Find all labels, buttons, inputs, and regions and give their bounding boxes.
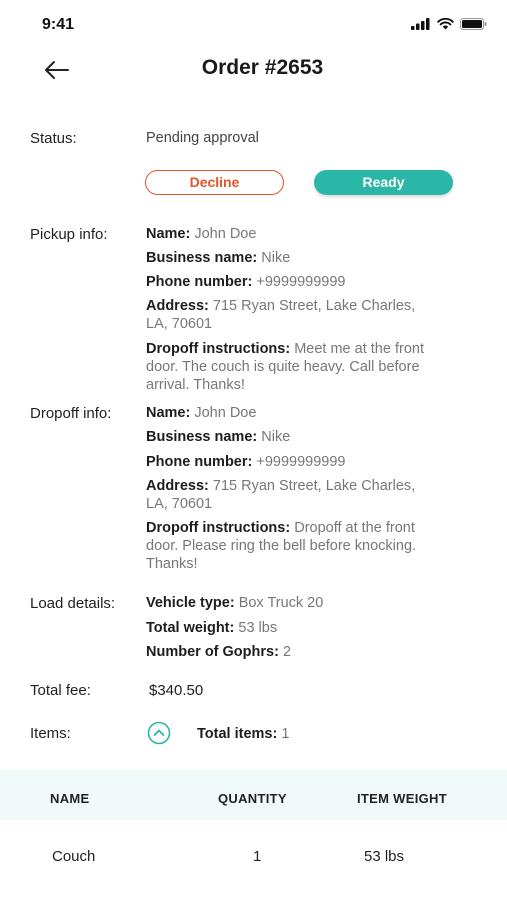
total-fee: [149, 682, 494, 700]
load-gophrs-key: Number of Gophrs:: [146, 644, 279, 660]
battery-icon: [460, 18, 487, 30]
pickup-address-2: [146, 315, 491, 333]
row-item-quantity: 1: [253, 848, 262, 865]
dropoff-business-value: Nike: [261, 429, 291, 445]
pickup-business-value: Nike: [261, 250, 291, 266]
dropoff-instructions: [146, 519, 491, 537]
chevron-up-circle-icon: [147, 721, 171, 745]
dropoff-instructions-2: [146, 537, 491, 555]
items-table-header: [0, 770, 507, 820]
dropoff-instructions-line3: Thanks!: [146, 556, 198, 572]
load-vehicle-key: Vehicle type:: [146, 595, 235, 611]
pickup-business-key: Business name:: [146, 250, 258, 266]
items-total-key: Total items:: [197, 726, 278, 742]
items-total-value: 1: [281, 726, 290, 742]
dropoff-info-label: Dropoff info:: [30, 405, 112, 422]
dropoff-address-key: Address:: [146, 478, 209, 494]
pickup-name-value: John Doe: [194, 226, 257, 242]
items-label: Items:: [30, 725, 71, 742]
column-header-quantity: QUANTITY: [218, 791, 287, 806]
pickup-name-key: Name:: [146, 226, 191, 242]
pickup-instructions-key: Dropoff instructions:: [146, 341, 291, 357]
pickup-address-line2: LA, 70601: [146, 316, 213, 332]
status-icons: [411, 18, 487, 30]
dropoff-instructions-3: [146, 555, 491, 573]
dropoff-address-line1: 715 Ryan Street, Lake Charles,: [212, 478, 416, 494]
pickup-instructions: [146, 340, 491, 358]
total-fee-label: Total fee:: [30, 682, 91, 699]
pickup-phone-key: Phone number:: [146, 274, 253, 290]
dropoff-name: [146, 404, 491, 422]
dropoff-business: [146, 428, 491, 446]
row-item-weight: 53 lbs: [364, 848, 405, 865]
row-item-name: Couch: [52, 848, 96, 865]
status-value: [146, 129, 491, 147]
status-bar: [0, 0, 507, 50]
pickup-phone-value: +9999999999: [256, 274, 346, 290]
dropoff-address: [146, 477, 491, 495]
load-weight: [146, 619, 491, 637]
pickup-info-label: Pickup info:: [30, 226, 108, 243]
dropoff-phone-value: +9999999999: [256, 454, 346, 470]
load-weight-value: 53 lbs: [238, 620, 278, 636]
pickup-instructions-line3: arrival. Thanks!: [146, 377, 245, 393]
load-gophrs-value: 2: [282, 644, 292, 660]
pickup-instructions-line2: door. The couch is quite heavy. Call before: [146, 359, 420, 375]
column-header-name: NAME: [50, 791, 90, 806]
pickup-address-line1: 715 Ryan Street, Lake Charles,: [212, 298, 416, 314]
pickup-address-key: Address:: [146, 298, 209, 314]
load-vehicle: [146, 594, 491, 612]
pickup-phone: [146, 273, 491, 291]
pickup-instructions-2: [146, 358, 491, 376]
load-details-label: Load details:: [30, 595, 116, 612]
pickup-instructions-3: [146, 376, 491, 394]
dropoff-phone: [146, 453, 491, 471]
items-collapse-toggle[interactable]: [147, 721, 171, 745]
items-total: [197, 725, 397, 743]
signal-icon: [411, 18, 431, 30]
nav-bar: [0, 50, 507, 90]
dropoff-instructions-key: Dropoff instructions:: [146, 520, 291, 536]
load-gophrs: [146, 643, 491, 661]
pickup-name: [146, 225, 491, 243]
dropoff-name-key: Name:: [146, 405, 191, 421]
dropoff-address-line2: LA, 70601: [146, 496, 213, 512]
dropoff-instructions-line1: Dropoff at the front: [294, 520, 415, 536]
page-title: Order #2653: [201, 56, 324, 79]
pickup-instructions-line1: Meet me at the front: [294, 341, 424, 357]
dropoff-name-value: John Doe: [194, 405, 257, 421]
dropoff-phone-key: Phone number:: [146, 454, 253, 470]
status-label: Status:: [30, 130, 77, 147]
ready-button[interactable]: Ready: [314, 170, 453, 195]
wifi-icon: [437, 18, 454, 30]
dropoff-instructions-line2: door. Please ring the bell before knocking.: [146, 538, 417, 554]
status-text: Pending approval: [146, 130, 259, 146]
total-fee-value: $340.50: [149, 682, 204, 699]
decline-button[interactable]: Decline: [145, 170, 284, 195]
pickup-address: [146, 297, 491, 315]
dropoff-address-2: [146, 495, 491, 513]
pickup-business: [146, 249, 491, 267]
status-time: 9:41: [42, 16, 75, 33]
column-header-item-weight: ITEM WEIGHT: [357, 791, 447, 806]
dropoff-business-key: Business name:: [146, 429, 258, 445]
load-vehicle-value: Box Truck 20: [238, 595, 324, 611]
load-weight-key: Total weight:: [146, 620, 235, 636]
